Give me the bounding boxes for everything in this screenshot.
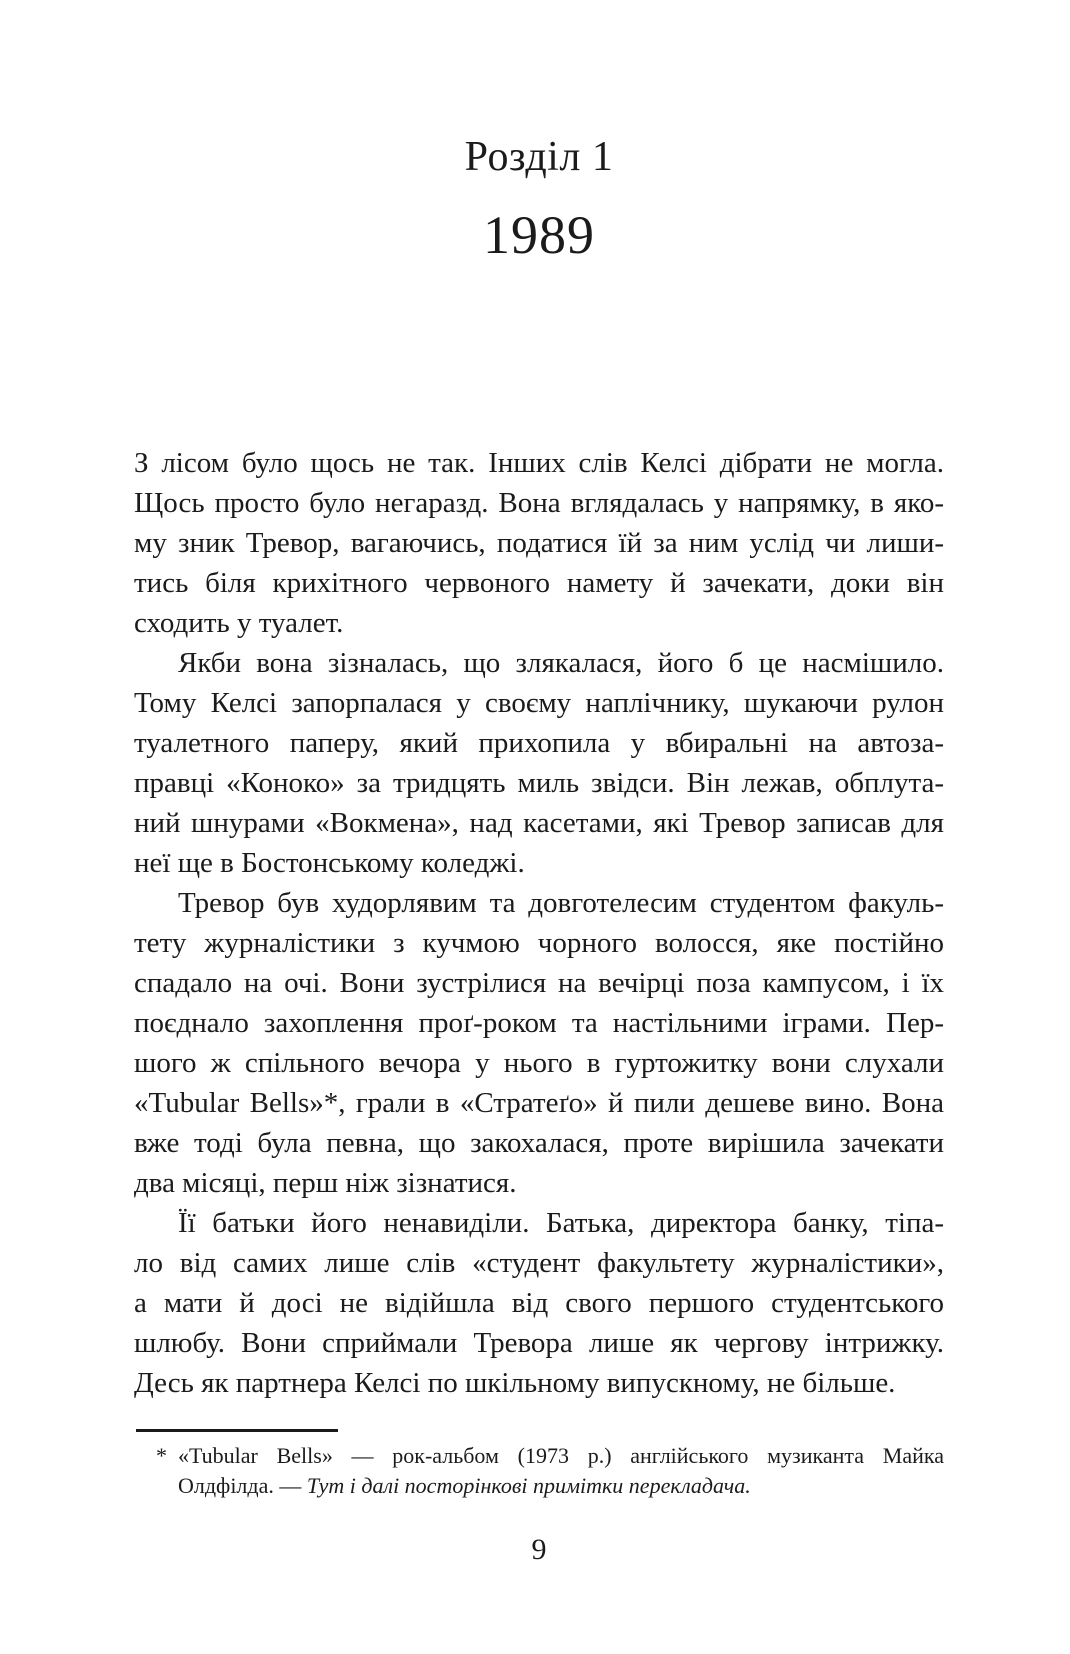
text-line: Щось просто було негаразд. Вона вглядалась у напрямку, в яко-: [134, 487, 944, 519]
footnote-marker: *: [156, 1443, 167, 1468]
text-line: Тому Келсі запорпалася у своєму наплічнику, шукаючи рулон: [134, 687, 944, 719]
text-line: ний шнурами «Вокмена», над касетами, які Тревор записав для: [134, 807, 944, 839]
text-line: му зник Тревор, вагаючись, податися їй за ним услід чи лиши-: [134, 527, 944, 559]
text-line: тись біля крихітного червоного намету й зачекати, доки він: [134, 567, 944, 599]
chapter-title: Розділ 1: [464, 134, 614, 180]
text-line: Її батьки його ненавиділи. Батька, директора банку, тіпа-: [178, 1207, 944, 1239]
text-line: Тревор був худорлявим та довготелесим студентом факуль-: [178, 887, 944, 919]
text-line: туалетного паперу, який прихопила у вбиральні на автоза-: [134, 727, 944, 759]
text-line: а мати й досі не відійшла від свого першого студентського: [134, 1287, 944, 1319]
chapter-year: 1989: [483, 205, 595, 265]
page-number: 9: [531, 1533, 547, 1566]
text-line: шлюбу. Вони сприймали Тревора лише як чергову інтрижку.: [134, 1327, 944, 1359]
footnote-rule: [136, 1429, 338, 1432]
text-line: ло від самих лише слів «студент факультету журналістики»,: [134, 1247, 944, 1279]
footnote-text-regular: Олдфілда. —: [178, 1473, 307, 1498]
footnote-translator-note: Тут і далі посторінкові примітки перекладача.: [306, 1473, 751, 1498]
text-line: спадало на очі. Вони зустрілися на вечірці поза кампусом, і їх: [134, 967, 944, 999]
text-line: два місяці, перш ніж зізнатися.: [134, 1167, 517, 1199]
text-line: тету журналістики з кучмою чорного волосся, яке постійно: [134, 927, 944, 959]
text-line: «Tubular Bells»*, грали в «Стратеґо» й пили дешеве вино. Вона: [134, 1087, 944, 1119]
footnote: [134, 1441, 944, 1501]
text-line: Десь як партнера Келсі по шкільному випускному, не більше.: [134, 1367, 896, 1399]
footnote-line-1: «Tubular Bells» — рок-альбом (1973 р.) англійського музиканта Майка: [178, 1443, 944, 1468]
text-line: З лісом було щось не так. Інших слів Келсі дібрати не могла.: [134, 447, 944, 479]
footnote-line-2: [178, 1471, 944, 1501]
text-line: правці «Коноко» за тридцять миль звідси. Він лежав, обплута-: [134, 767, 944, 799]
text-line: поєднало захоплення проґ-роком та настільними іграми. Пер-: [134, 1007, 944, 1039]
text-line: вже тоді була певна, що закохалася, проте вирішила зачекати: [134, 1127, 944, 1159]
text-line: сходить у туалет.: [134, 607, 344, 639]
text-line: шого ж спільного вечора у нього в гуртожитку вони слухали: [134, 1047, 944, 1079]
text-line: неї ще в Бостонському коледжі.: [134, 847, 525, 879]
text-line: Якби вона зізналась, що злякалася, його б це насмішило.: [178, 647, 944, 679]
body-text: [134, 443, 944, 1403]
